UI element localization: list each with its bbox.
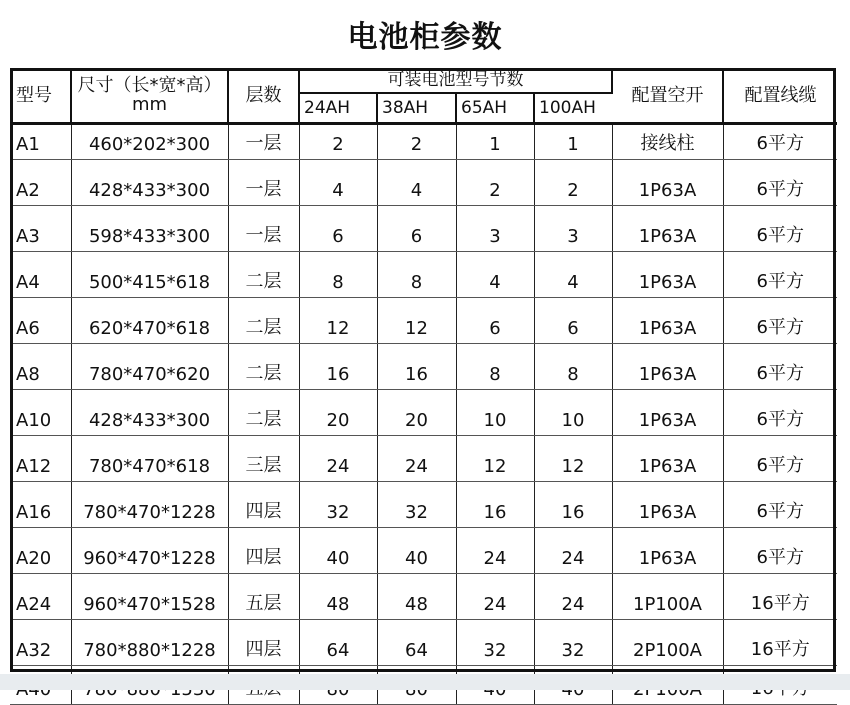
cell-24ah: 8 xyxy=(299,252,377,298)
cell-38ah: 40 xyxy=(377,528,456,574)
cell-size: 780*470*1228 xyxy=(71,482,228,528)
cell-65ah: 16 xyxy=(456,482,534,528)
cell-config-switch: 1P63A xyxy=(612,436,723,482)
cell-100ah: 6 xyxy=(534,298,612,344)
cell-65ah: 4 xyxy=(456,252,534,298)
cell-100ah: 24 xyxy=(534,574,612,620)
cell-model: A2 xyxy=(10,160,71,206)
cell-config-switch: 1P63A xyxy=(612,528,723,574)
cell-model: A24 xyxy=(10,574,71,620)
cell-layers: 三层 xyxy=(228,436,299,482)
cell-38ah: 4 xyxy=(377,160,456,206)
cell-24ah: 2 xyxy=(299,124,377,160)
cell-config-cable: 16平方 xyxy=(723,620,837,666)
bottom-strip xyxy=(0,674,850,690)
cell-38ah: 12 xyxy=(377,298,456,344)
cell-layers: 五层 xyxy=(228,574,299,620)
cell-model: A6 xyxy=(10,298,71,344)
cell-100ah: 2 xyxy=(534,160,612,206)
cell-config-cable: 6平方 xyxy=(723,160,837,206)
cell-config-cable: 6平方 xyxy=(723,206,837,252)
cell-100ah: 16 xyxy=(534,482,612,528)
cell-config-switch: 1P63A xyxy=(612,390,723,436)
cell-24ah: 4 xyxy=(299,160,377,206)
cell-config-switch: 1P63A xyxy=(612,344,723,390)
cell-100ah: 32 xyxy=(534,620,612,666)
cell-layers: 四层 xyxy=(228,482,299,528)
cell-24ah: 6 xyxy=(299,206,377,252)
header-battery-group: 可装电池型号节数 xyxy=(299,68,612,93)
cell-100ah: 12 xyxy=(534,436,612,482)
header-24ah: 24AH xyxy=(299,93,377,124)
cell-size: 620*470*618 xyxy=(71,298,228,344)
cell-24ah: 24 xyxy=(299,436,377,482)
header-config-cable: 配置线缆 xyxy=(723,68,837,124)
cell-100ah: 1 xyxy=(534,124,612,160)
cell-config-switch: 2P100A xyxy=(612,620,723,666)
cell-layers: 一层 xyxy=(228,160,299,206)
header-size-line2: mm xyxy=(131,94,168,115)
cell-size: 780*470*618 xyxy=(71,436,228,482)
page-title: 电池柜参数 xyxy=(347,20,503,55)
cell-65ah: 1 xyxy=(456,124,534,160)
header-size-line1: 尺寸（长*宽*高） xyxy=(77,75,222,96)
header-100ah: 100AH xyxy=(534,93,612,124)
cell-38ah: 48 xyxy=(377,574,456,620)
cell-100ah: 24 xyxy=(534,528,612,574)
cell-65ah: 8 xyxy=(456,344,534,390)
cell-38ah: 64 xyxy=(377,620,456,666)
cell-24ah: 20 xyxy=(299,390,377,436)
cell-38ah: 24 xyxy=(377,436,456,482)
cell-model: A16 xyxy=(10,482,71,528)
cell-24ah: 64 xyxy=(299,620,377,666)
cell-38ah: 8 xyxy=(377,252,456,298)
cell-layers: 一层 xyxy=(228,206,299,252)
cell-size: 428*433*300 xyxy=(71,160,228,206)
cell-config-switch: 1P63A xyxy=(612,252,723,298)
cell-size: 500*415*618 xyxy=(71,252,228,298)
cell-config-cable: 6平方 xyxy=(723,344,837,390)
cell-100ah: 10 xyxy=(534,390,612,436)
cell-layers: 四层 xyxy=(228,528,299,574)
cell-model: A10 xyxy=(10,390,71,436)
header-65ah: 65AH xyxy=(456,93,534,124)
cell-65ah: 6 xyxy=(456,298,534,344)
cell-65ah: 24 xyxy=(456,574,534,620)
header-layers: 层数 xyxy=(228,68,299,124)
cell-24ah: 40 xyxy=(299,528,377,574)
cell-model: A32 xyxy=(10,620,71,666)
cell-24ah: 32 xyxy=(299,482,377,528)
cell-config-cable: 6平方 xyxy=(723,298,837,344)
cell-24ah: 48 xyxy=(299,574,377,620)
cell-38ah: 6 xyxy=(377,206,456,252)
cell-layers: 二层 xyxy=(228,390,299,436)
cell-model: A12 xyxy=(10,436,71,482)
cell-model: A4 xyxy=(10,252,71,298)
cell-65ah: 12 xyxy=(456,436,534,482)
cell-config-switch: 1P63A xyxy=(612,298,723,344)
cell-24ah: 12 xyxy=(299,298,377,344)
cell-38ah: 2 xyxy=(377,124,456,160)
cell-model: A8 xyxy=(10,344,71,390)
cell-config-cable: 6平方 xyxy=(723,390,837,436)
cell-38ah: 20 xyxy=(377,390,456,436)
cell-38ah: 32 xyxy=(377,482,456,528)
cell-size: 960*470*1228 xyxy=(71,528,228,574)
cell-65ah: 3 xyxy=(456,206,534,252)
cell-model: A3 xyxy=(10,206,71,252)
cell-65ah: 10 xyxy=(456,390,534,436)
cell-model: A20 xyxy=(10,528,71,574)
cell-layers: 二层 xyxy=(228,298,299,344)
cell-layers: 二层 xyxy=(228,344,299,390)
cell-100ah: 4 xyxy=(534,252,612,298)
cell-config-switch: 1P100A xyxy=(612,574,723,620)
cell-config-switch: 1P63A xyxy=(612,482,723,528)
cell-65ah: 2 xyxy=(456,160,534,206)
cell-38ah: 16 xyxy=(377,344,456,390)
cell-size: 460*202*300 xyxy=(71,124,228,160)
cell-model: A1 xyxy=(10,124,71,160)
cell-size: 598*433*300 xyxy=(71,206,228,252)
cell-65ah: 32 xyxy=(456,620,534,666)
cell-config-switch: 1P63A xyxy=(612,160,723,206)
cell-100ah: 3 xyxy=(534,206,612,252)
cell-layers: 二层 xyxy=(228,252,299,298)
cell-65ah: 24 xyxy=(456,528,534,574)
header-model: 型号 xyxy=(10,68,71,124)
cell-24ah: 16 xyxy=(299,344,377,390)
cell-config-cable: 16平方 xyxy=(723,574,837,620)
cell-layers: 四层 xyxy=(228,620,299,666)
cell-size: 780*880*1228 xyxy=(71,620,228,666)
cell-layers: 一层 xyxy=(228,124,299,160)
cell-config-cable: 6平方 xyxy=(723,436,837,482)
cell-config-cable: 6平方 xyxy=(723,528,837,574)
cell-config-cable: 6平方 xyxy=(723,252,837,298)
cell-size: 428*433*300 xyxy=(71,390,228,436)
header-38ah: 38AH xyxy=(377,93,456,124)
cell-config-switch: 接线柱 xyxy=(612,124,723,160)
cell-size: 780*470*620 xyxy=(71,344,228,390)
table-frame xyxy=(10,68,836,672)
cell-config-cable: 6平方 xyxy=(723,482,837,528)
cell-config-switch: 1P63A xyxy=(612,206,723,252)
cell-size: 960*470*1528 xyxy=(71,574,228,620)
cell-100ah: 8 xyxy=(534,344,612,390)
cell-config-cable: 6平方 xyxy=(723,124,837,160)
header-config-switch: 配置空开 xyxy=(612,68,723,124)
